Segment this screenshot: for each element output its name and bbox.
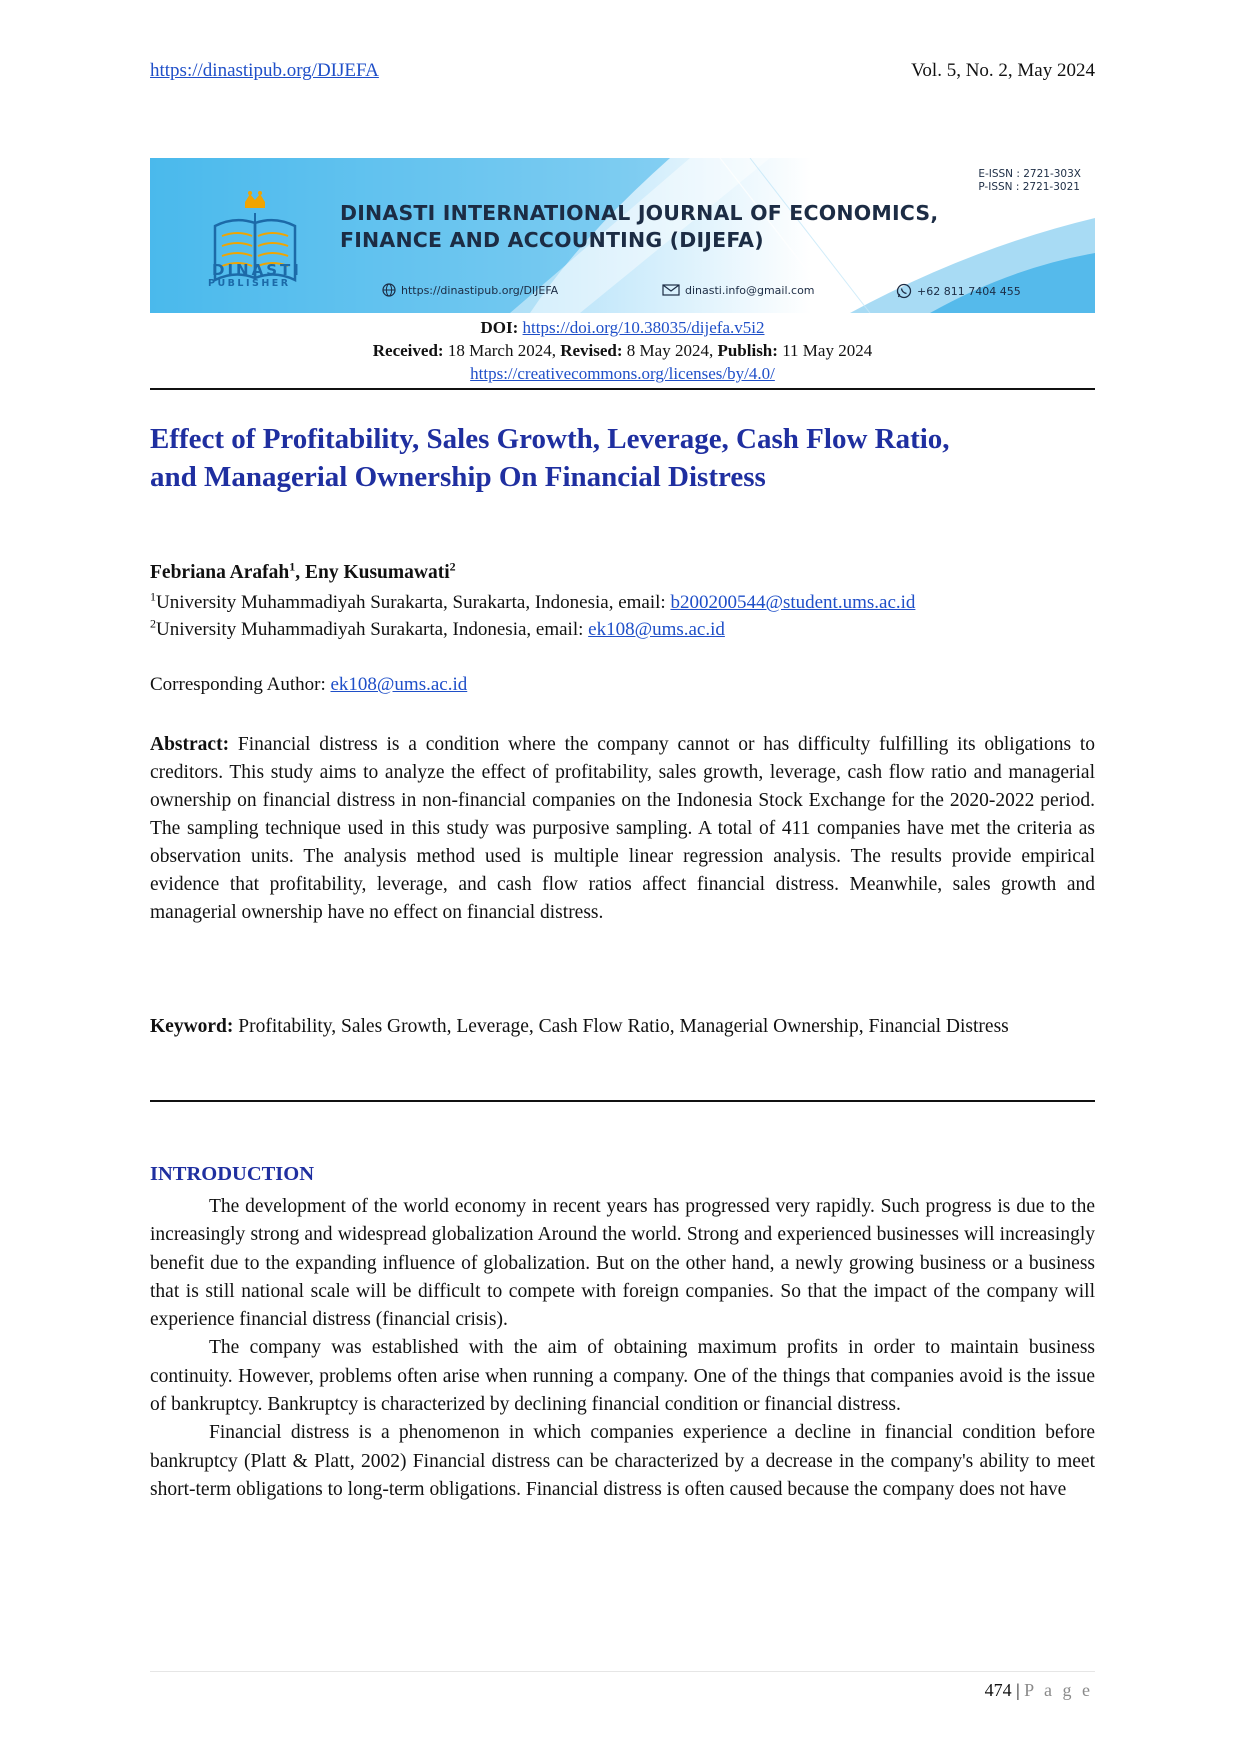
dates-line (150, 339, 1095, 362)
corresponding-author (150, 674, 1095, 696)
paper-title (150, 420, 1095, 496)
keywords-label: Keyword: (150, 1016, 234, 1037)
header-divider (150, 388, 1095, 390)
author-email-link[interactable]: b200200544@student.ums.ac.id (670, 592, 916, 613)
corresponding-email-link[interactable]: ek108@ums.ac.id (330, 674, 468, 695)
logo-word: DINASTI (212, 261, 302, 279)
received-label: Received: (372, 341, 444, 360)
author-name: Eny Kusumawati (304, 562, 450, 583)
banner-phone-text: +62 811 7404 455 (917, 284, 1021, 298)
author-email-link[interactable]: ek108@ums.ac.id (588, 619, 725, 640)
keywords (150, 1013, 1095, 1041)
banner-email (662, 283, 815, 297)
banner-website (382, 283, 558, 297)
page-word: P a g e (1024, 1680, 1093, 1700)
body-paragraph: Financial distress is a phenomenon in which companies experience a decline in financial condition before bankruptcy (Platt & Platt, 2002) Financial distress can be characterized by a decrease in the company's ability to meet short-term obligations to long-term obligations. Financial distress is often caused because the company does not have (150, 1422, 1095, 1500)
body-paragraph: The development of the world economy in recent years has progressed very rapidly. Such progress is due to the increasingly strong and widespread globalization Around the world. Strong and experienced businesses will increasingly benefit due to the expanding influence of globalization. But on the other hand, a newly growing business or a business that is still national scale will be difficult to compete with foreign companies. So that the impact of the company will experience financial distress (financial crisis). (150, 1196, 1095, 1331)
journal-banner (150, 158, 1095, 313)
banner-website-text: https://dinastipub.org/DIJEFA (401, 283, 559, 297)
corresponding-label: Corresponding Author: (150, 674, 331, 695)
author-separator: , (295, 562, 305, 583)
author-name: Febriana Arafah (150, 562, 290, 583)
body-paragraph: The company was established with the aim of obtaining maximum profits in order to maintain business continuity. However, problems often arise when running a company. One of the things that companies avoid is the issue of bankruptcy. Bankruptcy is characterized by declining financial condition or financial distress. (150, 1337, 1095, 1416)
paper-title-line1: Effect of Profitability, Sales Growth, Leverage, Cash Flow Ratio, (150, 423, 950, 455)
abstract-label: Abstract: (150, 734, 230, 755)
footer-separator: | (1011, 1680, 1025, 1700)
globe-icon (382, 283, 396, 297)
affiliation-2 (150, 618, 1095, 642)
paper-title-line2: and Managerial Ownership On Financial Distress (150, 461, 766, 493)
keywords-text: Profitability, Sales Growth, Leverage, Cash Flow Ratio, Managerial Ownership, Financial Distress (233, 1016, 1009, 1037)
license-line (150, 362, 1095, 385)
mail-icon (662, 283, 680, 297)
affiliation-1 (150, 591, 1095, 615)
author-superscript: 1 (289, 559, 296, 574)
abstract-divider (150, 1100, 1095, 1102)
affiliation-text: University Muhammadiyah Surakarta, Indonesia, email: (156, 619, 589, 640)
pissn: P-ISSN : 2721-3021 (978, 181, 1080, 193)
banner-title-line1: DINASTI INTERNATIONAL JOURNAL OF ECONOMICS, (340, 201, 939, 225)
introduction-body (150, 1193, 1095, 1504)
doi-block (150, 316, 1095, 385)
footer-divider (150, 1671, 1095, 1672)
revised-date: 8 May 2024, (626, 341, 714, 360)
affiliation-text: University Muhammadiyah Surakarta, Surakarta, Indonesia, email: (156, 592, 671, 613)
logo-subtitle: PUBLISHER (208, 278, 291, 289)
author-superscript: 2 (449, 559, 456, 574)
whatsapp-icon (896, 283, 912, 299)
volume-info: Vol. 5, No. 2, May 2024 (911, 60, 1095, 81)
eissn: E-ISSN : 2721-303X (978, 168, 1081, 180)
section-heading-introduction: INTRODUCTION (150, 1163, 315, 1185)
abstract (150, 731, 1095, 927)
abstract-text: Financial distress is a condition where the company cannot or has difficulty fulfilling its obligations to creditors. This study aims to analyze the effect of profitability, sales growth, leverage, cash flow ratio and managerial ownership on financial distress in non-financial companies on the Indonesia Stock Exchange for the 2020-2022 period. The sampling technique used in this study was purposive sampling. A total of 411 companies have met the criteria as observation units. The analysis method used is multiple linear regression analysis. The results provide empirical evidence that profitability, leverage, and cash flow ratios affect financial distress. Meanwhile, sales growth and managerial ownership have no effect on financial distress. (150, 734, 1095, 923)
affiliation-superscript: 2 (150, 616, 156, 631)
page-number: 474 (984, 1680, 1012, 1700)
publish-date: 11 May 2024 (782, 341, 873, 360)
running-header (150, 60, 1095, 88)
revised-label: Revised: (560, 341, 623, 360)
received-date: 18 March 2024, (447, 341, 556, 360)
page-footer (985, 1680, 1093, 1701)
affiliation-superscript: 1 (150, 589, 156, 604)
publish-label: Publish: (717, 341, 778, 360)
license-link[interactable]: https://creativecommons.org/licenses/by/4.0/ (470, 364, 775, 383)
issn-block (978, 168, 1081, 194)
doi-link[interactable]: https://doi.org/10.38035/dijefa.v5i2 (522, 318, 765, 337)
author-list (150, 559, 1095, 584)
banner-phone (896, 283, 1021, 299)
doi-line (150, 316, 1095, 339)
journal-url-link[interactable]: https://dinastipub.org/DIJEFA (150, 60, 379, 81)
banner-journal-title (340, 200, 938, 254)
banner-email-text: dinasti.info@gmail.com (685, 283, 815, 297)
doi-label: DOI: (480, 318, 519, 337)
banner-title-line2: FINANCE AND ACCOUNTING (DIJEFA) (340, 228, 764, 252)
